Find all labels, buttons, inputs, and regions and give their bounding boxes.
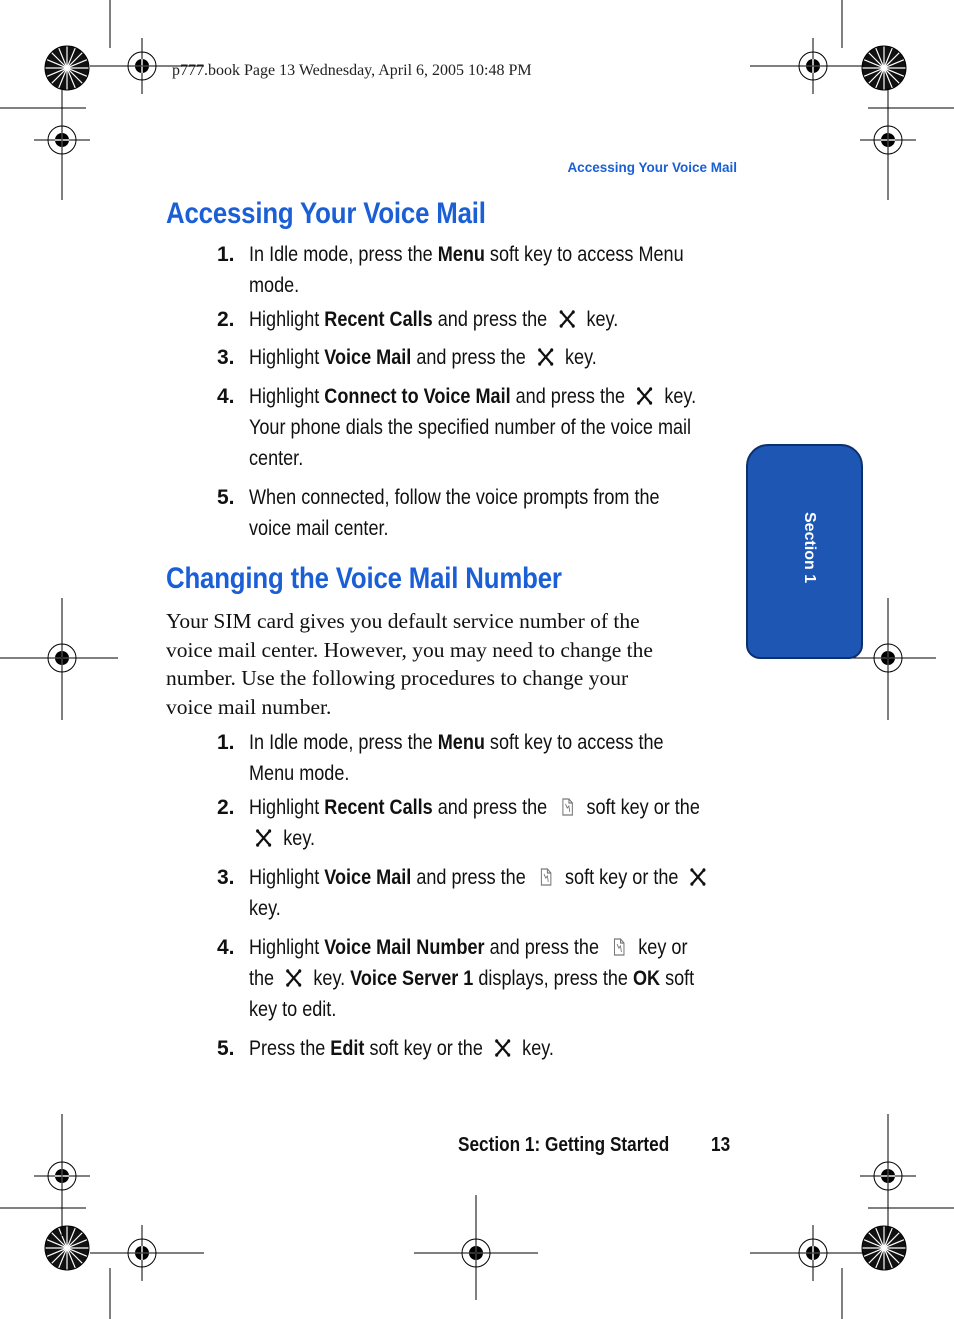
step-line: Highlight Recent Calls and press the soft key or the <box>249 796 700 819</box>
step-line: In Idle mode, press the Menu soft key to access the <box>249 731 664 754</box>
intro-line: voice mail number. <box>166 694 332 719</box>
ok-key-icon <box>635 385 654 407</box>
ok-key-icon <box>254 827 273 849</box>
ok-key-icon <box>689 866 708 888</box>
step-text <box>249 342 731 373</box>
step-number: 4. <box>217 936 235 959</box>
ui-term: Recent Calls <box>324 796 433 819</box>
step-number: 3. <box>217 346 235 369</box>
soft-key-icon <box>536 866 555 888</box>
step-line: mode. <box>249 274 300 297</box>
ui-term: Voice Mail Number <box>324 936 485 959</box>
ui-term: Connect to Voice Mail <box>324 385 511 408</box>
heading-changing-voice-mail-number: Changing the Voice Mail Number <box>166 562 562 595</box>
step-text <box>249 727 731 789</box>
intro-line: number. Use the following procedures to change your <box>166 666 629 690</box>
step-line: Press the Edit soft key or the key. <box>249 1037 554 1060</box>
step-text <box>249 239 731 301</box>
print-slug: p777.book Page 13 Wednesday, April 6, 2005 10:48 PM <box>172 62 532 79</box>
ui-term: Voice Mail <box>324 866 412 889</box>
step-line: key. <box>249 897 281 920</box>
intro-paragraph <box>166 607 736 721</box>
step-text <box>249 381 731 474</box>
step-line: Highlight Recent Calls and press the key. <box>249 308 619 331</box>
intro-line: voice mail center. However, you may need to change the <box>166 637 653 662</box>
ok-key-icon <box>536 346 555 368</box>
step-text <box>249 862 731 924</box>
step-number: 1. <box>217 243 235 266</box>
step-line: When connected, follow the voice prompts from the <box>249 486 660 509</box>
step-text <box>249 1033 731 1064</box>
step-number: 1. <box>217 731 235 754</box>
step-line: key. <box>249 823 731 854</box>
ui-term: OK <box>632 967 661 990</box>
step-text <box>249 304 731 335</box>
ok-key-icon <box>493 1037 512 1059</box>
ok-key-icon <box>284 967 303 989</box>
ui-term: Menu <box>437 243 485 266</box>
step-number: 3. <box>217 866 235 889</box>
step-line: Highlight Voice Mail Number and press the key or <box>249 936 688 959</box>
ui-term: Voice Mail <box>324 346 412 369</box>
step-line: Highlight Voice Mail and press the soft key or the <box>249 862 731 893</box>
step-line: In Idle mode, press the Menu soft key to access Menu <box>249 243 684 266</box>
step-number: 4. <box>217 385 235 408</box>
ok-key-icon <box>557 308 576 330</box>
running-header: Accessing Your Voice Mail <box>567 160 737 175</box>
ui-term: Voice Server 1 <box>350 967 474 990</box>
heading-accessing-voice-mail: Accessing Your Voice Mail <box>166 197 486 230</box>
step-number: 2. <box>217 796 235 819</box>
step-line: voice mail center. <box>249 517 389 540</box>
footer-page-number: 13 <box>711 1134 731 1156</box>
step-text <box>249 932 731 1025</box>
step-number: 2. <box>217 308 235 331</box>
step-line: key to edit. <box>249 998 337 1021</box>
soft-key-icon <box>557 796 576 818</box>
step-number: 5. <box>217 1037 235 1060</box>
step-line: Menu mode. <box>249 762 350 785</box>
step-line: the key. Voice Server 1 displays, press the OK soft <box>249 967 695 990</box>
step-line: Highlight Voice Mail and press the key. <box>249 346 597 369</box>
step-text <box>249 482 731 544</box>
step-text <box>249 792 731 854</box>
ui-term: Menu <box>437 731 485 754</box>
step-line: Your phone dials the specified number of the voice mail <box>249 416 692 439</box>
soft-key-icon <box>609 936 628 958</box>
ui-term: Edit <box>330 1037 365 1060</box>
step-line: center. <box>249 447 304 470</box>
section-tab-label: Section 1 <box>801 512 818 584</box>
step-line: Highlight Connect to Voice Mail and press the key. <box>249 385 697 408</box>
step-number: 5. <box>217 486 235 509</box>
intro-line: Your SIM card gives you default service number of the <box>166 609 640 633</box>
footer-section: Section 1: Getting Started <box>458 1134 670 1156</box>
ui-term: Recent Calls <box>324 308 433 331</box>
